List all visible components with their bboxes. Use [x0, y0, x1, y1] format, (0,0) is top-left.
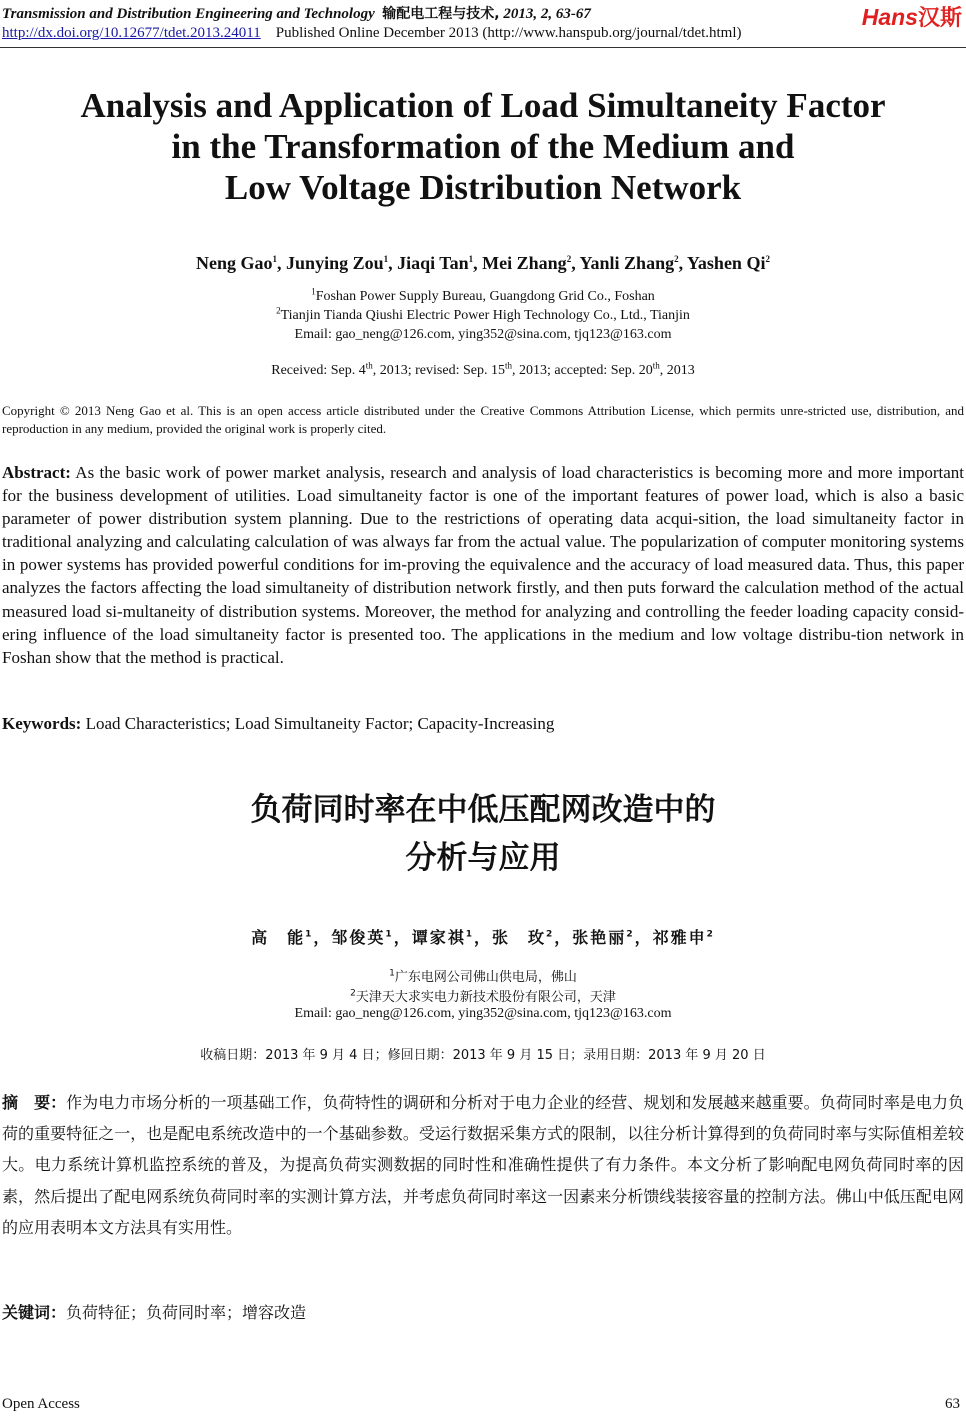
author-cn: 邹俊英$^1$，: [331, 928, 412, 947]
journal-name: Transmission and Distribution Engineering and Technology: [2, 6, 375, 22]
author-email-cn: Email: gao_neng@126.com, ying352@sina.com, tjq123@163.com: [294, 1006, 672, 1021]
author-cn: 祁雅申$^2$: [652, 928, 715, 947]
keywords-en: [2, 714, 554, 734]
journal-citation: [2, 3, 591, 23]
hans-logo: [862, 1, 962, 32]
author: Mei Zhang$^2$,: [482, 253, 580, 273]
abstract-cn-label: 摘 要：: [2, 1093, 67, 1112]
publication-info: [2, 25, 742, 42]
keywords-cn: [2, 1300, 306, 1323]
journal-name-cn: 输配电工程与技术,: [382, 6, 500, 22]
affiliation-cn-2: $^2$天津天大求实电力新技术股份有限公司，天津: [350, 988, 616, 1005]
copyright-notice: Copyright © 2013 Neng Gao et al. This is an open access article distributed under the Creative Commons Attribution License, which permits unre-stricted use, distribution, and reproduction in any medium, provided the original work is properly cited.: [2, 403, 964, 436]
title-cn-line-1: 负荷同时率在中低压配网改造中的: [250, 792, 716, 828]
paper-title-cn: [0, 786, 966, 882]
abstract-en: [2, 461, 964, 669]
abstract-cn-text: 作为电力市场分析的一项基础工作，负荷特性的调研和分析对于电力企业的经营、规划和发展越来越重要。负荷同时率是电力负荷的重要特征之一，也是配电系统改造中的一个基础参数。受运行数据采集方式的限制，以往分析计算得到的负荷同时率与实际值相差较大。电力系统计算机监控系统的普及，为提高负荷实测数据的同时性和准确性提供了有力条件。本文分析了影响配电网负荷同时率的因素，然后提出了配电网系统负荷同时率的实测计算方法，并考虑负荷同时率这一因素来分析馈线装接容量的控制方法。佛山中低压配电网的应用表明本文方法具有实用性。: [2, 1093, 964, 1237]
title-line-3: Low Voltage Distribution Network: [224, 168, 742, 207]
author: Yashen Qi$^2$: [686, 253, 770, 273]
author-list-cn: [0, 925, 966, 948]
affiliation-cn-1: $^1$广东电网公司佛山供电局，佛山: [389, 968, 577, 985]
logo-text-cn: 汉斯: [917, 6, 962, 31]
abstract-text: As the basic work of power market analysis, research and analysis of load characteristics is becoming more and more important for the business development of utilities. Load simultaneity factor is one of the important features of power load, which is also a basic parameter of power distribution system planning. Due to the restrictions of operating data acqui-sition, the load simultaneity factor in traditional analyzing and calculating calculation of was always far from the actual value. The popularization of computer monitoring systems in power systems has provided powerful conditions for im-proving the equivalence and the accuracy of load measured data. Thus, this paper analyzes the factors affecting the load simultaneity of distribution network firstly, and then puts forward the calculation method of the actual measured load si-multaneity of distribution systems. Moreover, the method for analyzing and controlling the feeder loading capacity consid-ering influence of the load simultaneity factor is presented too. The applications in the medium and low voltage distribu-tion network in Foshan show that the method is practical.: [2, 463, 964, 667]
author-list: [0, 253, 966, 274]
journal-volume: 2013, 2, 63-67: [503, 6, 591, 22]
doi-link[interactable]: http://dx.doi.org/10.12677/tdet.2013.24011: [2, 25, 261, 41]
title-cn-line-2: 分析与应用: [405, 840, 561, 876]
author-cn: 张 玫$^2$，: [492, 928, 573, 947]
abstract-label: Abstract:: [2, 463, 71, 482]
logo-text-en: Hans: [861, 4, 918, 30]
author: Junying Zou$^1$,: [286, 253, 398, 273]
header-divider: [0, 47, 966, 48]
affiliation-1: $^1$Foshan Power Supply Bureau, Guangdong Grid Co., Foshan: [311, 286, 655, 304]
author-cn: 谭家祺$^1$，: [411, 928, 492, 947]
abstract-cn: [2, 1087, 964, 1243]
author: Jiaqi Tan$^1$,: [397, 253, 483, 273]
open-access-label: Open Access: [2, 1396, 80, 1412]
received-dates: Received: Sep. 4th, 2013; revised: Sep. 15th, 2013; accepted: Sep. 20th, 2013: [271, 360, 695, 378]
published-online: Published Online December 2013 (http://www.hanspub.org/journal/tdet.html): [275, 25, 742, 41]
author-cn: 高 能$^1$，: [251, 928, 332, 947]
author-cn: 张艳丽$^2$，: [572, 928, 653, 947]
author-email: Email: gao_neng@126.com, ying352@sina.com, tjq123@163.com: [294, 327, 672, 342]
keywords-text: Load Characteristics; Load Simultaneity Factor; Capacity-Increasing: [81, 714, 555, 733]
journal-header: [0, 0, 966, 50]
received-dates-cn: 收稿日期：2013 年 9 月 4 日；修回日期：2013 年 9 月 15 日；录用日期：2013 年 9 月 20 日: [200, 1048, 766, 1063]
title-line-1: Analysis and Application of Load Simultaneity Factor: [80, 86, 886, 125]
author: Neng Gao$^1$,: [196, 253, 287, 273]
page-number: 63: [945, 1396, 960, 1412]
keywords-label: Keywords:: [2, 714, 82, 733]
keywords-cn-label: 关键词：: [2, 1303, 67, 1322]
keywords-cn-text: 负荷特征；负荷同时率；增容改造: [66, 1303, 307, 1322]
paper-title: [0, 85, 966, 208]
affiliation-2: $^2$Tianjin Tianda Qiushi Electric Power High Technology Co., Ltd., Tianjin: [276, 305, 690, 323]
author: Yanli Zhang$^2$,: [579, 253, 687, 273]
title-line-2: in the Transformation of the Medium and: [171, 127, 795, 166]
